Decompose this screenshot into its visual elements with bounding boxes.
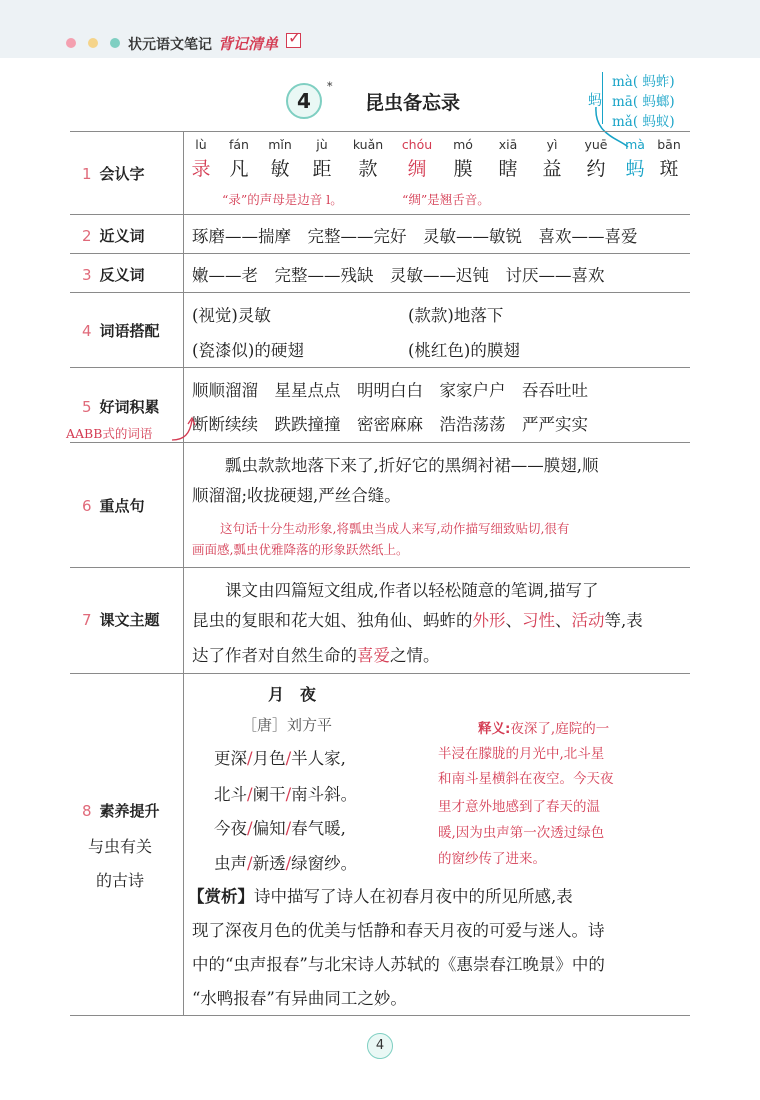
key-sentence-line: 瓢虫款款地落下来了,折好它的黑绸衬裙——膜翅,顺 [225,456,599,475]
collocation: (桃红色)的膜翅 [408,341,520,360]
appreciation-line: 现了深夜月色的优美与恬静和春天月夜的可爱与迷人。诗 [192,921,605,940]
pinyin: kuǎn [352,137,384,152]
divider [70,367,690,368]
character: 绸 [407,158,427,180]
good-words-line: 顺顺溜溜 星星点点 明明白白 家家户户 吞吞吐吐 [192,381,588,400]
explanation-line: 里才意外地感到了春天的温 [438,799,600,815]
polyphone-reading: mǎ( 蚂蚁) [612,114,675,130]
teal-dot-icon [110,38,120,48]
theme-line: 昆虫的复眼和花大姐、独角仙、蚂蚱的外形、习性、活动等,表 [192,611,643,630]
lesson-title: 昆虫备忘录 [365,92,461,114]
poem-author: ［唐］刘方平 [242,716,333,734]
character: 膜 [453,158,473,180]
character: 敏 [270,158,290,180]
row-label-characters: 1 会认字 [82,165,145,183]
divider [70,673,690,674]
top-banner [0,0,760,58]
character: 斑 [659,158,679,180]
collocation: (视觉)灵敏 [192,306,271,325]
antonyms-list: 嫩——老 完整——残缺 灵敏——迟钝 讨厌——喜欢 [192,266,605,285]
character: 录 [191,158,211,180]
key-sentence-line: 顺溜溜;收拢硬翅,严丝合缝。 [192,486,401,505]
lesson-number: 4 [286,83,322,119]
character: 瞎 [498,158,518,180]
synonyms-list: 琢磨——揣摩 完整——完好 灵敏——敏锐 喜欢——喜爱 [192,227,638,246]
row-label-collocations: 4 词语搭配 [82,322,160,340]
appreciation-line: 【赏析】诗中描写了诗人在初春月夜中的所见所感,表 [188,887,573,906]
appreciation-line: “水鸭报春”有异曲同工之妙。 [192,989,407,1008]
appreciation-label: 【赏析】 [188,887,254,906]
divider [70,131,690,132]
key-sentence-note: 这句话十分生动形象,将瓢虫当成人来写,动作描写细致贴切,很有 [220,521,570,536]
pronunciation-note: “绸”是翘舌音。 [402,192,490,207]
polyphone-reading: mā( 蚂螂) [612,94,675,110]
explanation-line: 和南斗星横斜在夜空。今天夜 [438,771,614,787]
pink-dot-icon [66,38,76,48]
divider [70,1015,690,1016]
row-label-theme: 7 课文主题 [82,611,160,629]
character: 约 [586,158,606,180]
highlight-text: 活动 [571,611,605,630]
divider [70,253,690,254]
explanation-line: 释义:夜深了,庭院的一 [478,721,610,737]
row-label-synonyms: 2 近义词 [82,227,145,245]
theme-line: 课文由四篇短文组成,作者以轻松随意的笔调,描写了 [225,581,599,600]
row-label-antonyms: 3 反义词 [82,266,145,284]
brand-name: 状元语文笔记 [128,37,212,53]
character: 蚂 [625,158,645,180]
character: 凡 [229,158,249,180]
row-sublabel: 与虫有关 [88,837,153,856]
character: 距 [312,158,332,180]
pinyin: yuē [584,137,608,152]
character: 益 [542,158,562,180]
divider [70,567,690,568]
poem-line: 今夜/偏知/春气暖, [214,819,346,838]
row-label-good-words: 5 好词积累 [82,398,160,416]
note-arrow-icon [170,414,200,444]
poem-line: 北斗/阑干/南斗斜。 [214,785,358,804]
aabb-note: AABB式的词语 [66,426,153,441]
key-sentence-note: 画面感,瓢虫优雅降落的形象跃然纸上。 [192,542,409,557]
explanation-line: 暖,因为虫声第一次透过绿色 [438,825,605,841]
row-sublabel: 的古诗 [96,871,145,890]
explanation-label: 释义: [478,721,511,737]
poem-line: 虫声/新透/绿窗纱。 [214,854,358,873]
column-divider [183,131,184,1015]
explanation-line: 的窗纱传了进来。 [438,851,546,867]
good-words-line: 断断续续 跌跌撞撞 密密麻麻 浩浩荡荡 严严实实 [192,415,588,434]
lesson-star: * [327,80,333,93]
row-label-literacy: 8 素养提升 [82,802,160,820]
theme-line: 达了作者对自然生命的喜爱之情。 [192,646,440,665]
highlight-text: 外形 [472,611,506,630]
pinyin: mǐn [268,137,292,152]
yellow-dot-icon [88,38,98,48]
pinyin: mà [625,137,645,152]
collocation: (瓷漆似)的硬翅 [192,341,304,360]
brand-subtitle: 背记清单 [218,35,279,53]
pinyin: xiā [498,137,518,152]
polyphone-char: 蚂 [588,93,602,109]
pinyin: yì [546,137,558,152]
divider [70,442,690,443]
checkbox-icon [286,33,301,48]
divider [70,214,690,215]
pinyin: chóu [401,137,433,152]
collocation: (款款)地落下 [408,306,504,325]
page-number: 4 [367,1033,393,1059]
pinyin: jù [316,137,328,152]
highlight-text: 喜爱 [357,646,390,665]
appreciation-line: 中的“虫声报春”与北宋诗人苏轼的《惠崇春江晚景》中的 [192,955,605,974]
poem-line: 更深/月色/半人家, [214,749,346,768]
poem-title: 月 夜 [268,685,317,704]
character: 款 [358,158,378,180]
pinyin: fán [229,137,249,152]
pinyin: bān [657,137,681,152]
highlight-text: 习性 [522,611,555,630]
pinyin: mó [453,137,473,152]
polyphone-reading: mà( 蚂蚱) [612,74,675,90]
row-label-key-sentence: 6 重点句 [82,497,145,515]
explanation-line: 半浸在朦胧的月光中,北斗星 [438,746,605,762]
pinyin: lù [195,137,207,152]
divider [70,292,690,293]
pronunciation-note: “录”的声母是边音 l。 [222,192,343,207]
